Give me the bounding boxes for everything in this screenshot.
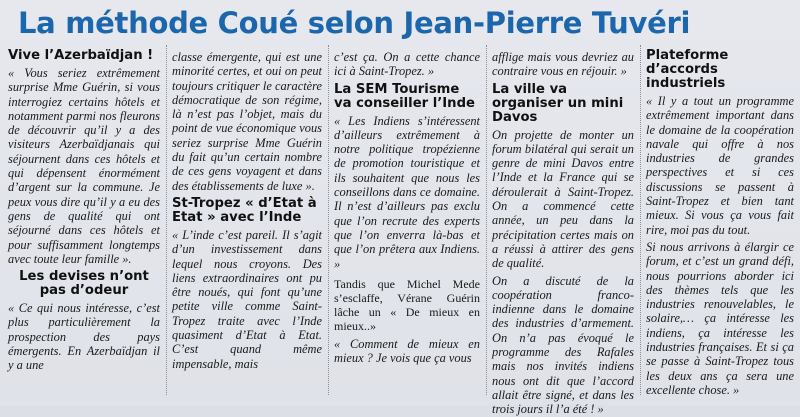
paragraph: On projette de monter un forum bilatéral qui serait un genre de mini Davos entre l’Inde et la France qui se déroulerait à Saint-Tropez. On a commencé cette année, un peu dans la précipitation certes mais on a réussi à attirer des gens de qualité. bbox=[492, 127, 634, 271]
subheading-vive-azerbaidjan: Vive l’Azerbaïdjan ! bbox=[8, 48, 154, 63]
paragraph: « Vous seriez extrêmement surprise Mme Guérin, si vous interrogiez certains hôtels et notamment parmi nos fleurons de découvrir qu’il y a des visiteurs Azerbaïdjanais qui séjournent dans ces hôtels et qui dépensent énormément d’argent sur la commune. Je peux vous dire qu’il y a eu des gens de qualité qui ont séjourné dans ces hôtels et pour suffisamment longtemps avec toute leur famille ». bbox=[8, 66, 160, 266]
subheading-st-tropez-inde: St-Tropez « d’Etat à Etat » avec l’Inde bbox=[172, 195, 317, 225]
paragraph: « Les Indiens s’intéressent d’ailleurs extrêmement à notre politique tropézienne de promotion touristique et ils souhaitent que nous les conseillons dans ce domaine. Il n’est d’ailleurs pas exclu que l’on recrute des experts que l’on enverra là-bas et que l’on prêtera aux Indiens. » bbox=[334, 113, 480, 271]
headline: La méthode Coué selon Jean-Pierre Tuvéri bbox=[18, 6, 691, 40]
subheading-mini-davos: La ville va organiser un mini Davos bbox=[492, 81, 624, 125]
paragraph: c’est ça. On a cette chance ici à Saint-Tropez. » bbox=[334, 50, 480, 79]
paragraph: « Comment de mieux en mieux ? Je vois que ça vous bbox=[334, 336, 480, 365]
paragraph: « Il y a tout un programme extrêmement important dans le domaine de la coopération navale qui offre à nos industries de grandes perspectives et si ces discussions se passent à Saint-Tropez et bien tant mieux. Si vous ça vous fait rire, moi pas du tout. bbox=[646, 94, 794, 237]
column-5 bbox=[642, 45, 798, 400]
column-1 bbox=[4, 45, 164, 400]
paragraph: « Ce qui nous intéresse, c’est plus particulièrement la prospection des pays émergents. En Azerbaïdjan il y a une bbox=[8, 301, 160, 373]
subheading-devises: Les devises n’ont pas d’odeur bbox=[19, 269, 149, 299]
paragraph: Tandis que Michel Mede s’esclaffe, Vérane Guérin lâche un « De mieux en mieux..» bbox=[334, 276, 480, 334]
paragraph: « L’inde c’est pareil. Il s’agit d’un investissement dans lequel nous croyons. Des liens extraordinaires ont pu être noués, qui font qu’une petite ville comme Saint-Tropez traite avec l’Inde quasiment d’Etat à Etat. C’est quand même impensable, mais bbox=[172, 227, 322, 371]
subheading-sem-tourisme: La SEM Tourisme va conseiller l’Inde bbox=[334, 81, 475, 111]
paragraph: Si nous arrivons à élargir ce forum, et c’est un grand défi, nous pourrions aborder ici des thèmes tels que les industries renouvelables, le solaire,… ça intéresse les indiens, ça intéresse les industries françaises. Et si ça se passe à Saint-Tropez tous les deux ans ça sera une excellente chose. » bbox=[646, 239, 794, 397]
paragraph: On a discuté de la coopération franco-indienne dans le domaine des industries d’armement. On n’a pas évoqué le programme des Rafales mais nos invités indiens nous ont dit que l’accord allait être signé, et dans les trois jours il l’a été ! » bbox=[492, 273, 634, 417]
column-2 bbox=[168, 45, 326, 400]
column-4 bbox=[488, 45, 638, 417]
subheading-plateforme: Plateforme d’accords industriels bbox=[646, 48, 729, 91]
paragraph: classe émergente, qui est une minorité certes, et oui on peut toujours critiquer le caractère démocratique de son régime, là n’est pas l’objet, mais du point de vue économique vous seriez surprise Mme Guérin du fait qu’un certain nombre de ces gens voyagent et dans des établissements de luxe ». bbox=[172, 50, 322, 193]
paragraph: afflige mais vous devriez au contraire vous en réjouir. » bbox=[492, 50, 634, 79]
column-3 bbox=[330, 45, 484, 400]
